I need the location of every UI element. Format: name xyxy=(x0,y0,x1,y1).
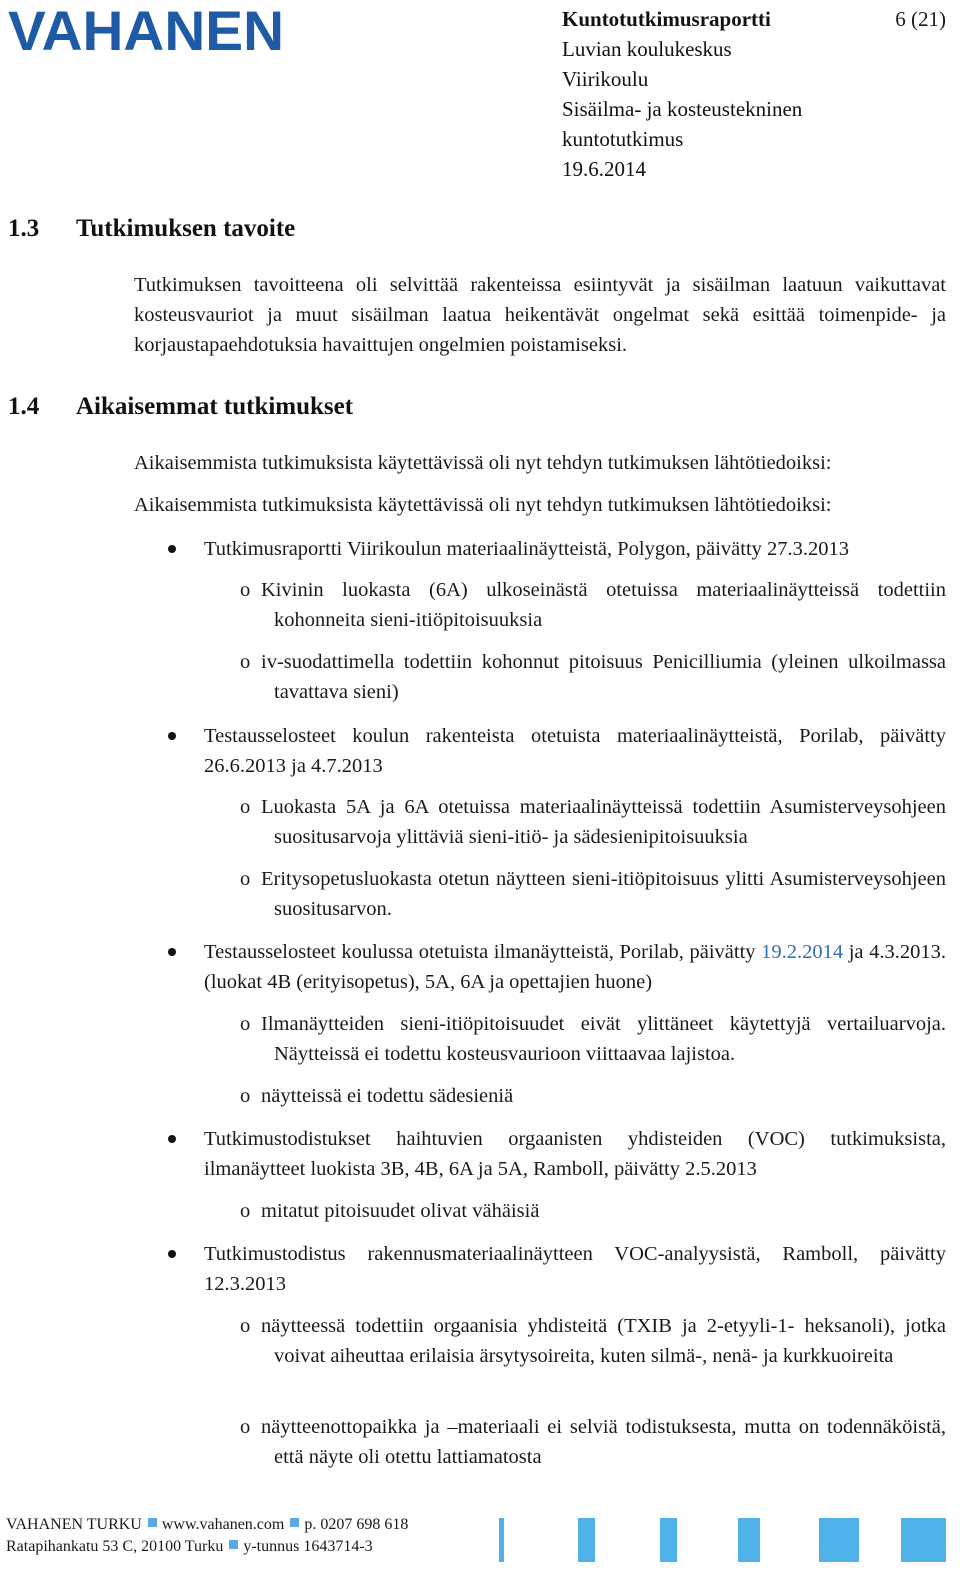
decorative-bar xyxy=(738,1518,760,1562)
page-number: 6 (21) xyxy=(895,7,946,31)
sub-list-item xyxy=(240,1311,946,1371)
sub-list-item xyxy=(240,792,946,852)
list-item xyxy=(168,937,946,997)
sub-bullet-icon: o xyxy=(240,1085,251,1107)
header-line: kuntotutkimus xyxy=(562,127,684,151)
decorative-bar xyxy=(819,1518,859,1562)
document-header xyxy=(562,4,952,184)
sub-list-item-text: Ilmanäytteiden sieni-itiöpitoisuudet eivät ylittäneet käytettyjä vertailuarvoja. Näytteissä ei todettu kosteusvaurioon viittaavaa lajistoa. xyxy=(261,1013,946,1065)
logo-text: VAHANEN xyxy=(8,2,284,58)
intro-paragraph-repeat: Aikaisemmista tutkimuksista käytettävissä oli nyt tehdyn tutkimuksen lähtötiedoiksi: xyxy=(134,494,832,516)
sub-list-item xyxy=(240,575,946,635)
list-item-text-part: ja 4.3.2013. (luokat 4B (erityisopetus), 5A, 6A ja opettajien huone) xyxy=(204,941,947,993)
intro-paragraph: Aikaisemmista tutkimuksista käytettävissä oli nyt tehdyn tutkimuksen lähtötiedoiksi: xyxy=(134,452,832,474)
bullet-icon xyxy=(168,948,176,956)
list-item-text: Testausselosteet koulun rakenteista otetuista materiaalinäytteistä, Porilab, päivätty 26.6.2013 ja 4.7.2013 xyxy=(204,725,946,777)
decorative-bar xyxy=(660,1518,677,1562)
sub-list-item-text: iv-suodattimella todettiin kohonnut pitoisuus Penicilliumia (yleinen ulkoilmassa tavattava sieni) xyxy=(261,651,946,703)
sub-list-item xyxy=(240,1412,946,1472)
decorative-bar xyxy=(499,1518,504,1562)
list-item xyxy=(168,1124,946,1184)
list-item xyxy=(168,534,946,564)
list-item-text: Tutkimusraportti Viirikoulun materiaalinäytteistä, Polygon, päivätty 27.3.2013 xyxy=(204,538,850,560)
date-link[interactable]: 19.2.2014 xyxy=(761,941,844,963)
list-item-text: Tutkimustodistus rakennusmateriaalinäytteen VOC-analyysistä, Ramboll, päivätty 12.3.2013 xyxy=(204,1243,946,1295)
sub-bullet-icon: o xyxy=(240,1416,251,1438)
sub-list-item xyxy=(240,864,946,924)
sub-list-item-text: näytteissä ei todettu sädesieniä xyxy=(261,1085,514,1107)
header-line: Sisäilma- ja kosteustekninen xyxy=(562,97,803,121)
footer-phone: p. 0207 698 618 xyxy=(304,1516,409,1533)
sub-bullet-icon: o xyxy=(240,868,251,890)
bullet-icon xyxy=(168,1250,176,1258)
header-line: Viirikoulu xyxy=(562,67,649,91)
sub-list-item-text: Eritysopetusluokasta otetun näytteen sieni-itiöpitoisuus ylitti Asumisterveysohjeen suositusarvon. xyxy=(261,868,946,920)
section-number: 1.3 xyxy=(8,215,40,242)
section-1-3-body: Tutkimuksen tavoitteena oli selvittää rakenteissa esiintyvät ja sisäilman laatuun vaikuttavat kosteusvauriot ja muut sisäilman laatua heikentävät ongelmat sekä esittää toimenpide- ja korjaustapaehdotuksia havaittujen ongelmien poistamiseksi. xyxy=(134,274,946,356)
sub-list-item-text: näytteessä todettiin orgaanisia yhdisteitä (TXIB ja 2-etyyli-1- heksanoli), jotka voivat aiheuttaa erilaisia ärsytysoireita, kuten silmä-, nenä- ja kurkkuoireita xyxy=(261,1315,946,1367)
header-line: Luvian koulukeskus xyxy=(562,37,732,61)
footer-company: VAHANEN TURKU xyxy=(6,1516,142,1533)
sub-list-item-text: näytteenottopaikka ja –materiaali ei selviä todistuksesta, mutta on todennäköistä, että näyte oli otettu lattiamatosta xyxy=(261,1416,946,1468)
sub-list-item-text: mitatut pitoisuudet olivat vähäisiä xyxy=(261,1200,540,1222)
sub-bullet-icon: o xyxy=(240,651,251,673)
section-title: Aikaisemmat tutkimukset xyxy=(76,393,354,420)
footer-website[interactable]: www.vahanen.com xyxy=(161,1516,285,1533)
sub-list-item-text: Kivinin luokasta (6A) ulkoseinästä otetuissa materiaalinäytteissä todettiin kohonneita sieni-itiöpitoisuuksia xyxy=(261,579,946,631)
decorative-bar xyxy=(578,1518,595,1562)
document-title: Kuntotutkimusraportti xyxy=(562,7,771,31)
sub-list-item xyxy=(240,1196,946,1226)
sub-bullet-icon: o xyxy=(240,1315,251,1337)
list-item-text xyxy=(204,937,946,997)
sub-bullet-icon: o xyxy=(240,579,251,601)
sub-bullet-icon: o xyxy=(240,796,251,818)
list-item-text: Tutkimustodistukset haihtuvien orgaanisten yhdisteiden (VOC) tutkimuksista, ilmanäytteet luokista 3B, 4B, 6A ja 5A, Ramboll, päivätty 2.5.2013 xyxy=(204,1128,946,1180)
section-heading-1-3 xyxy=(8,213,295,245)
vahanen-logo xyxy=(8,2,286,58)
sub-list-item xyxy=(240,647,946,707)
list-item xyxy=(168,721,946,781)
list-item-text-part: Testausselosteet koulussa otetuista ilmanäytteistä, Porilab, päivätty xyxy=(204,941,762,963)
sub-list-item xyxy=(240,1009,946,1069)
list-item xyxy=(168,1239,946,1299)
footer-decoration xyxy=(0,1518,960,1562)
section-title: Tutkimuksen tavoite xyxy=(76,215,296,242)
section-heading-1-4 xyxy=(8,391,353,423)
footer-address: Ratapihankatu 53 C, 20100 Turku xyxy=(6,1538,224,1555)
sub-list-item xyxy=(240,1081,946,1111)
sub-list-item-text: Luokasta 5A ja 6A otetuissa materiaalinäytteissä todettiin Asumisterveysohjeen suositusarvoja ylittäviä sieni-itiö- ja sädesienipitoisuuksia xyxy=(261,796,946,848)
sub-bullet-icon: o xyxy=(240,1200,251,1222)
footer-business-id: y-tunnus 1643714-3 xyxy=(243,1538,373,1555)
section-number: 1.4 xyxy=(8,393,40,420)
bullet-icon xyxy=(168,1135,176,1143)
bullet-icon xyxy=(168,732,176,740)
bullet-icon xyxy=(168,545,176,553)
sub-bullet-icon: o xyxy=(240,1013,251,1035)
header-date: 19.6.2014 xyxy=(562,157,646,181)
decorative-bar xyxy=(901,1518,946,1562)
